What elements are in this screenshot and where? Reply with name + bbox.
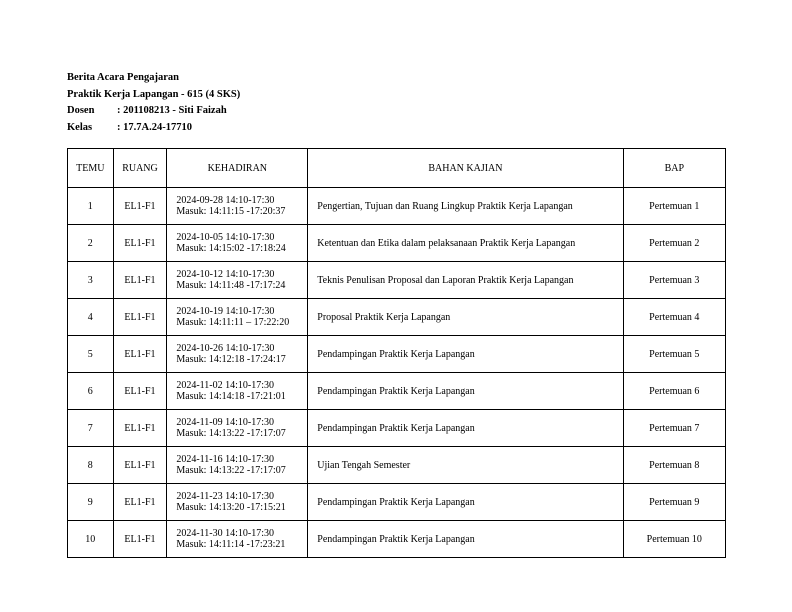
bahan-kajian-cell: Pendampingan Praktik Kerja Lapangan bbox=[308, 521, 623, 558]
bap-cell: Pertemuan 10 bbox=[623, 521, 725, 558]
kehadiran-cell bbox=[167, 447, 308, 484]
kelas-value: : 17.7A.24-17710 bbox=[117, 121, 192, 133]
column-header-ruang: RUANG bbox=[113, 149, 167, 188]
jadwal-text: 2024-10-26 14:10-17:30 bbox=[176, 343, 275, 354]
kelas-row bbox=[67, 120, 240, 137]
table-row bbox=[68, 373, 726, 410]
masuk-text: Masuk: 14:11:15 -17:20:37 bbox=[176, 206, 286, 217]
table-row bbox=[68, 225, 726, 262]
bahan-kajian-cell: Ketentuan dan Etika dalam pelaksanaan Praktik Kerja Lapangan bbox=[308, 225, 623, 262]
masuk-text: Masuk: 14:13:20 -17:15:21 bbox=[176, 502, 286, 513]
bap-cell: Pertemuan 2 bbox=[623, 225, 725, 262]
masuk-text: Masuk: 14:13:22 -17:17:07 bbox=[176, 428, 286, 439]
dosen-row bbox=[67, 103, 240, 120]
temu-cell: 3 bbox=[68, 262, 114, 299]
column-header-temu: TEMU bbox=[68, 149, 114, 188]
temu-cell: 10 bbox=[68, 521, 114, 558]
bahan-kajian-cell: Pendampingan Praktik Kerja Lapangan bbox=[308, 336, 623, 373]
column-header-bahan-kajian: BAHAN KAJIAN bbox=[308, 149, 623, 188]
ruang-cell: EL1-F1 bbox=[113, 336, 167, 373]
column-header-kehadiran: KEHADIRAN bbox=[167, 149, 308, 188]
masuk-text: Masuk: 14:11:14 -17:23:21 bbox=[176, 539, 286, 550]
ruang-cell: EL1-F1 bbox=[113, 447, 167, 484]
jadwal-text: 2024-11-02 14:10-17:30 bbox=[176, 380, 275, 391]
kehadiran-cell bbox=[167, 336, 308, 373]
bahan-kajian-cell: Pendampingan Praktik Kerja Lapangan bbox=[308, 373, 623, 410]
bahan-kajian-cell: Teknis Penulisan Proposal dan Laporan Praktik Kerja Lapangan bbox=[308, 262, 623, 299]
ruang-cell: EL1-F1 bbox=[113, 373, 167, 410]
bap-cell: Pertemuan 5 bbox=[623, 336, 725, 373]
ruang-cell: EL1-F1 bbox=[113, 188, 167, 225]
kehadiran-cell bbox=[167, 410, 308, 447]
bahan-kajian-cell: Proposal Praktik Kerja Lapangan bbox=[308, 299, 623, 336]
masuk-text: Masuk: 14:11:48 -17:17:24 bbox=[176, 280, 286, 291]
bahan-kajian-cell: Pendampingan Praktik Kerja Lapangan bbox=[308, 410, 623, 447]
table-row bbox=[68, 188, 726, 225]
ruang-cell: EL1-F1 bbox=[113, 521, 167, 558]
table-row bbox=[68, 447, 726, 484]
bap-cell: Pertemuan 6 bbox=[623, 373, 725, 410]
jadwal-text: 2024-09-28 14:10-17:30 bbox=[176, 195, 275, 206]
bap-cell: Pertemuan 4 bbox=[623, 299, 725, 336]
jadwal-text: 2024-11-23 14:10-17:30 bbox=[176, 491, 275, 502]
temu-cell: 1 bbox=[68, 188, 114, 225]
bahan-kajian-cell: Pendampingan Praktik Kerja Lapangan bbox=[308, 484, 623, 521]
jadwal-text: 2024-11-16 14:10-17:30 bbox=[176, 454, 275, 465]
temu-cell: 2 bbox=[68, 225, 114, 262]
course-name: Praktik Kerja Lapangan - 615 (4 SKS) bbox=[67, 88, 241, 100]
bap-cell: Pertemuan 7 bbox=[623, 410, 725, 447]
masuk-text: Masuk: 14:13:22 -17:17:07 bbox=[176, 465, 286, 476]
table-row bbox=[68, 336, 726, 373]
jadwal-text: 2024-11-09 14:10-17:30 bbox=[176, 417, 275, 428]
kelas-label: Kelas bbox=[67, 121, 93, 133]
ruang-cell: EL1-F1 bbox=[113, 299, 167, 336]
temu-cell: 6 bbox=[68, 373, 114, 410]
document-header bbox=[67, 70, 240, 136]
table-header-row bbox=[68, 149, 726, 188]
kehadiran-cell bbox=[167, 521, 308, 558]
bahan-kajian-cell: Ujian Tengah Semester bbox=[308, 447, 623, 484]
bap-cell: Pertemuan 8 bbox=[623, 447, 725, 484]
kehadiran-cell bbox=[167, 373, 308, 410]
kehadiran-cell bbox=[167, 484, 308, 521]
jadwal-text: 2024-11-30 14:10-17:30 bbox=[176, 528, 275, 539]
table-row bbox=[68, 410, 726, 447]
table-row bbox=[68, 484, 726, 521]
table-row bbox=[68, 299, 726, 336]
masuk-text: Masuk: 14:14:18 -17:21:01 bbox=[176, 391, 286, 402]
dosen-label: Dosen bbox=[67, 105, 95, 116]
document-title: Berita Acara Pengajaran bbox=[67, 72, 179, 83]
attendance-table bbox=[67, 148, 726, 558]
jadwal-text: 2024-10-12 14:10-17:30 bbox=[176, 269, 275, 280]
ruang-cell: EL1-F1 bbox=[113, 484, 167, 521]
column-header-bap: BAP bbox=[623, 149, 725, 188]
table-row bbox=[68, 262, 726, 299]
kehadiran-cell bbox=[167, 299, 308, 336]
bahan-kajian-cell: Pengertian, Tujuan dan Ruang Lingkup Praktik Kerja Lapangan bbox=[308, 188, 623, 225]
jadwal-text: 2024-10-19 14:10-17:30 bbox=[176, 306, 275, 317]
temu-cell: 5 bbox=[68, 336, 114, 373]
bap-cell: Pertemuan 1 bbox=[623, 188, 725, 225]
temu-cell: 9 bbox=[68, 484, 114, 521]
ruang-cell: EL1-F1 bbox=[113, 262, 167, 299]
jadwal-text: 2024-10-05 14:10-17:30 bbox=[176, 232, 275, 243]
temu-cell: 4 bbox=[68, 299, 114, 336]
kehadiran-cell bbox=[167, 188, 308, 225]
masuk-text: Masuk: 14:12:18 -17:24:17 bbox=[176, 354, 286, 365]
ruang-cell: EL1-F1 bbox=[113, 410, 167, 447]
masuk-text: Masuk: 14:15:02 -17:18:24 bbox=[176, 243, 286, 254]
temu-cell: 7 bbox=[68, 410, 114, 447]
temu-cell: 8 bbox=[68, 447, 114, 484]
kehadiran-cell bbox=[167, 225, 308, 262]
table-row bbox=[68, 521, 726, 558]
dosen-value: : 201108213 - Siti Faizah bbox=[117, 105, 227, 116]
bap-cell: Pertemuan 9 bbox=[623, 484, 725, 521]
masuk-text: Masuk: 14:11:11 – 17:22:20 bbox=[176, 317, 290, 328]
ruang-cell: EL1-F1 bbox=[113, 225, 167, 262]
bap-cell: Pertemuan 3 bbox=[623, 262, 725, 299]
kehadiran-cell bbox=[167, 262, 308, 299]
